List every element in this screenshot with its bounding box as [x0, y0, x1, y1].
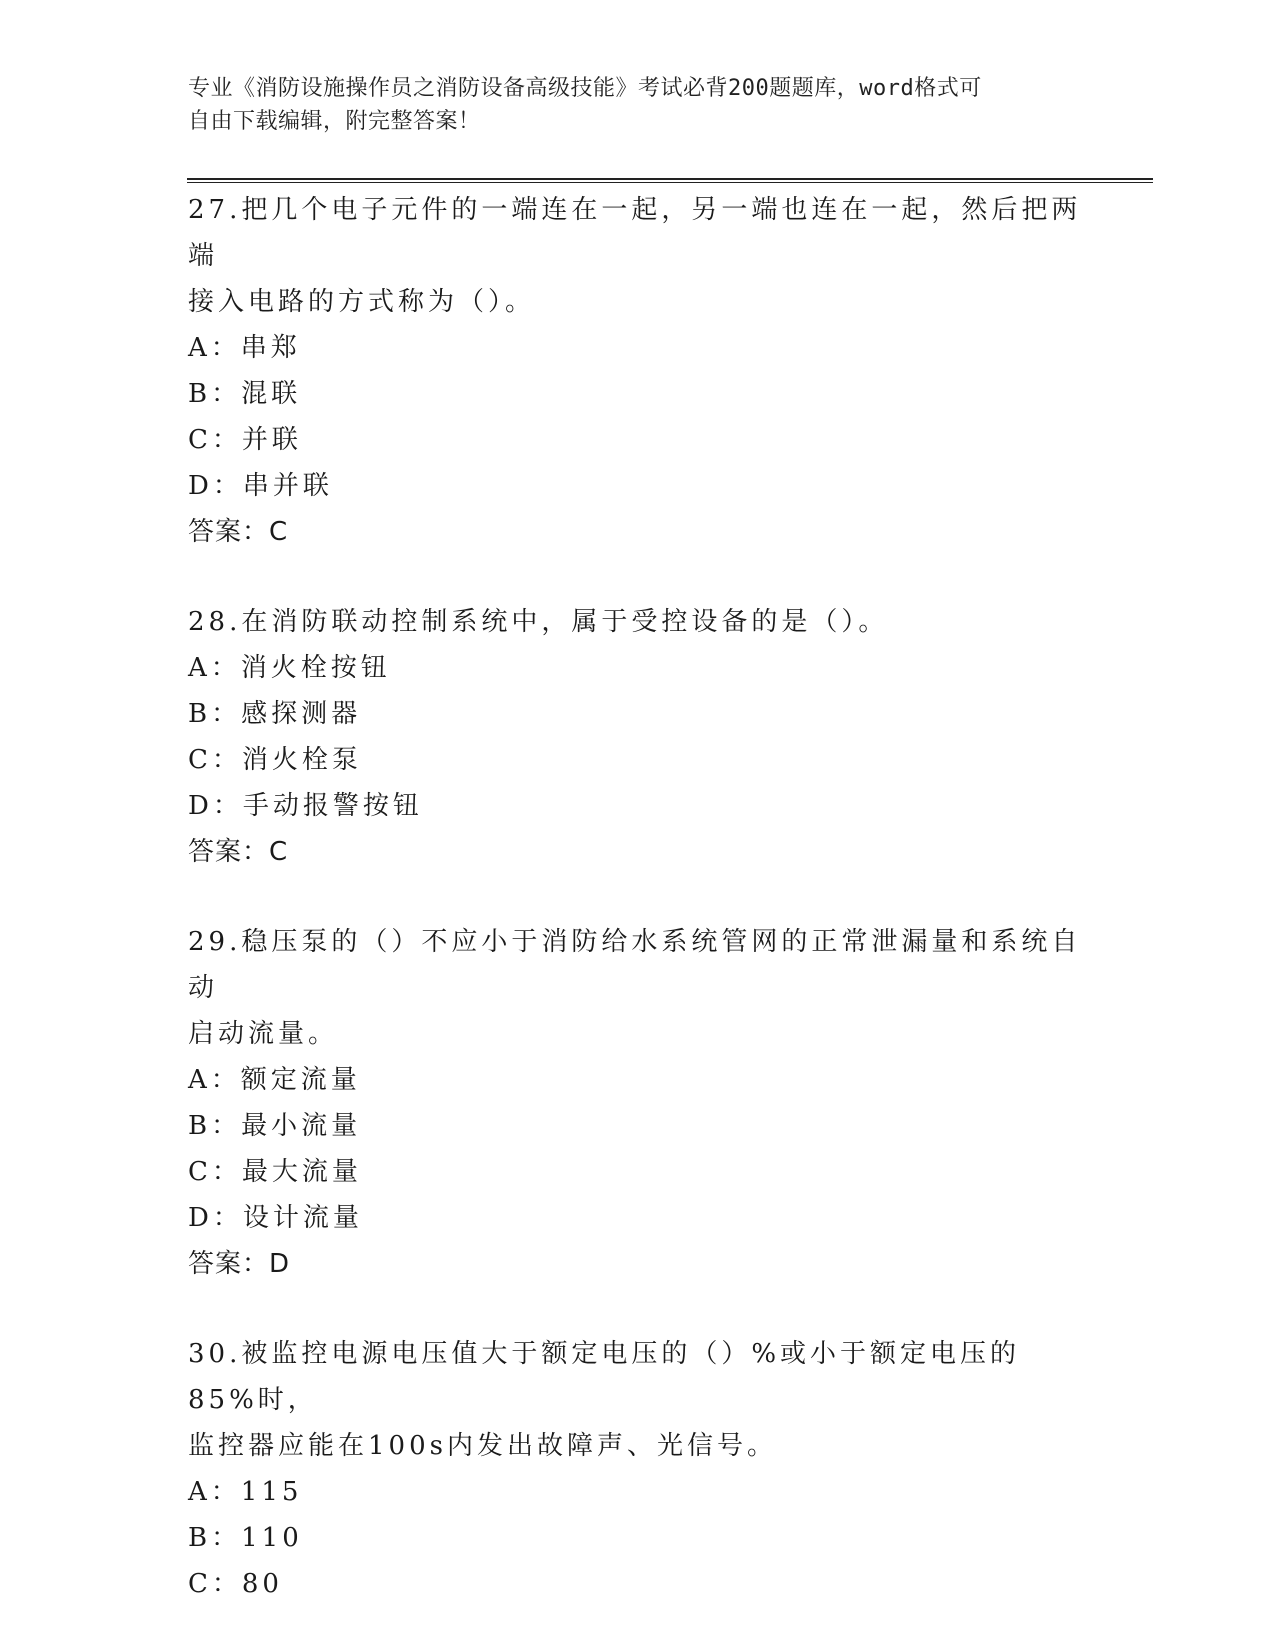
- option-d: D：手动报警按钮: [188, 791, 423, 821]
- question-stem-line-2: 监控器应能在100s内发出故障声、光信号。: [188, 1431, 777, 1461]
- option-b: B：感探测器: [188, 699, 362, 729]
- question-27: [188, 187, 1088, 555]
- question-stem-line-1: 28.在消防联动控制系统中，属于受控设备的是（）。: [188, 607, 889, 637]
- option-b: B：最小流量: [188, 1111, 362, 1141]
- document-header: [188, 72, 1068, 138]
- option-c: C：最大流量: [188, 1157, 362, 1187]
- question-29: [188, 919, 1088, 1287]
- answer: 答案：D: [188, 1249, 291, 1279]
- option-d: D：串并联: [188, 471, 333, 501]
- question-28: [188, 599, 1088, 875]
- header-line-2: 自由下载编辑，附完整答案！: [188, 109, 481, 134]
- answer: 答案：C: [188, 837, 289, 867]
- option-b: B：110: [188, 1523, 303, 1553]
- question-stem-line-1: 30.被监控电源电压值大于额定电压的（）%或小于额定电压的85%时，: [188, 1339, 1021, 1415]
- header-divider-thin: [187, 182, 1153, 183]
- header-line-1: 专业《消防设施操作员之消防设备高级技能》考试必背200题题库，word格式可: [188, 76, 982, 101]
- question-stem-line-1: 27.把几个电子元件的一端连在一起，另一端也连在一起，然后把两端: [188, 195, 1082, 271]
- option-c: C：并联: [188, 425, 302, 455]
- option-a: A：消火栓按钮: [188, 653, 391, 683]
- option-a: A：额定流量: [188, 1065, 361, 1095]
- question-stem-line-2: 接入电路的方式称为（）。: [188, 287, 536, 317]
- option-a: A：串郑: [188, 333, 301, 363]
- answer: 答案：C: [188, 517, 289, 547]
- header-divider-thick: [187, 178, 1153, 180]
- question-30: [188, 1331, 1088, 1607]
- option-b: B：混联: [188, 379, 302, 409]
- option-d: D：设计流量: [188, 1203, 363, 1233]
- question-list: [188, 187, 1088, 1607]
- option-a: A：115: [188, 1477, 303, 1507]
- option-c: C：80: [188, 1569, 283, 1599]
- question-stem-line-1: 29.稳压泵的（）不应小于消防给水系统管网的正常泄漏量和系统自动: [188, 927, 1082, 1003]
- question-stem-line-2: 启动流量。: [188, 1019, 339, 1049]
- option-c: C：消火栓泵: [188, 745, 362, 775]
